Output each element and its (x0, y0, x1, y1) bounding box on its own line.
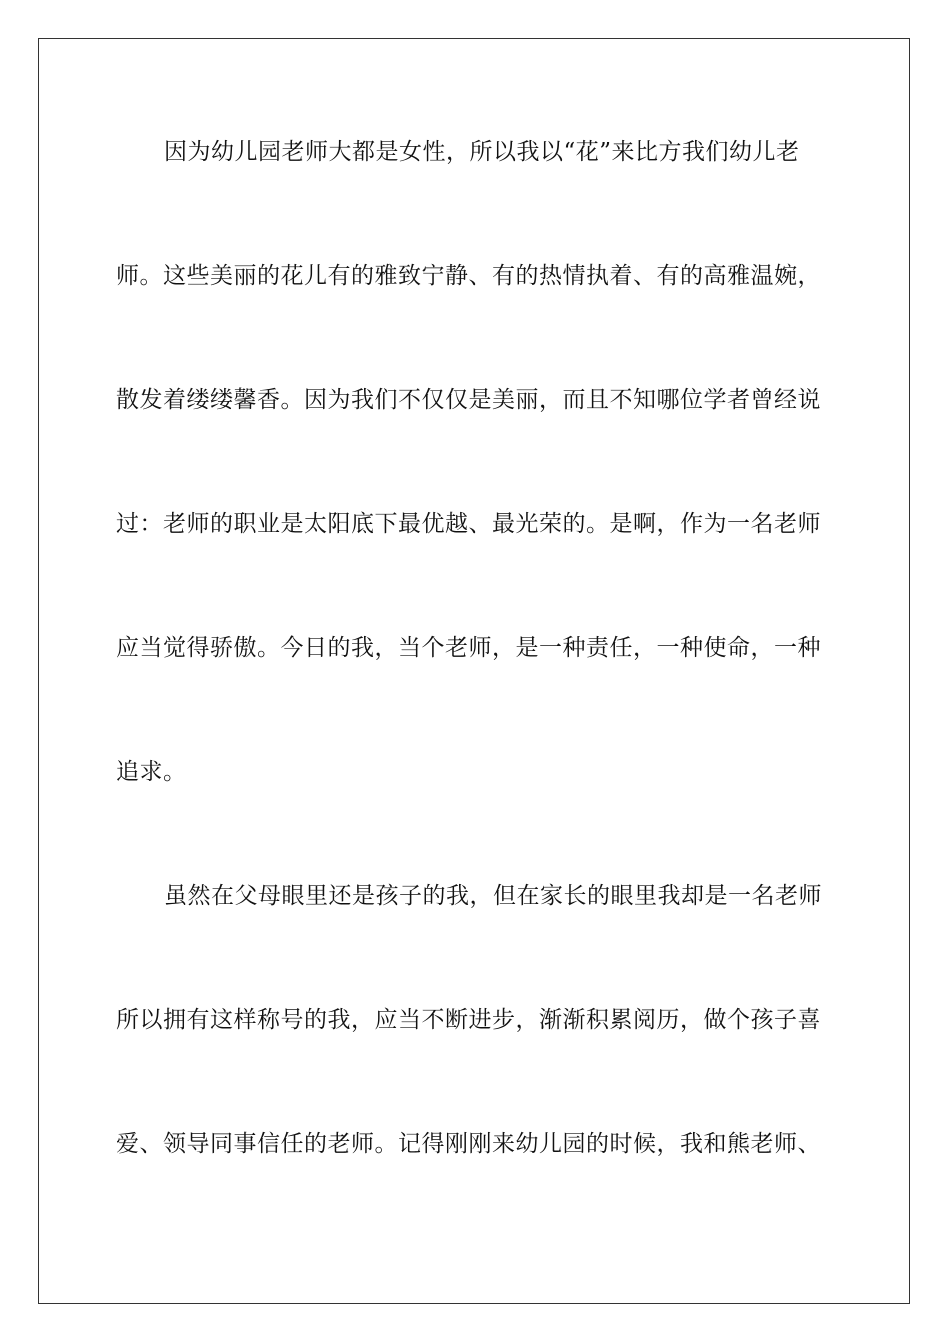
page-border (38, 38, 910, 1304)
paragraph-2-line-2: 所以拥有这样称号的我，应当不断进步，渐渐积累阅历，做个孩子喜 (116, 1007, 821, 1033)
paragraph-1-line-4: 过：老师的职业是太阳底下最优越、最光荣的。是啊，作为一名老师 (116, 511, 821, 537)
paragraph-1-line-3: 散发着缕缕馨香。因为我们不仅仅是美丽，而且不知哪位学者曾经说 (116, 387, 821, 413)
paragraph-2-line-1: 虽然在父母眼里还是孩子的我，但在家长的眼里我却是一名老师 (164, 883, 822, 909)
paragraph-1-line-5: 应当觉得骄傲。今日的我，当个老师，是一种责任，一种使命，一种 (116, 635, 821, 661)
paragraph-2-line-3: 爱、领导同事信任的老师。记得刚刚来幼儿园的时候，我和熊老师、 (116, 1131, 821, 1157)
paragraph-1-line-6: 追求。 (116, 759, 187, 785)
paragraph-1-line-1: 因为幼儿园老师大都是女性，所以我以“花”来比方我们幼儿老 (164, 139, 800, 165)
paragraph-1-line-2: 师。这些美丽的花儿有的雅致宁静、有的热情执着、有的高雅温婉， (116, 263, 821, 289)
